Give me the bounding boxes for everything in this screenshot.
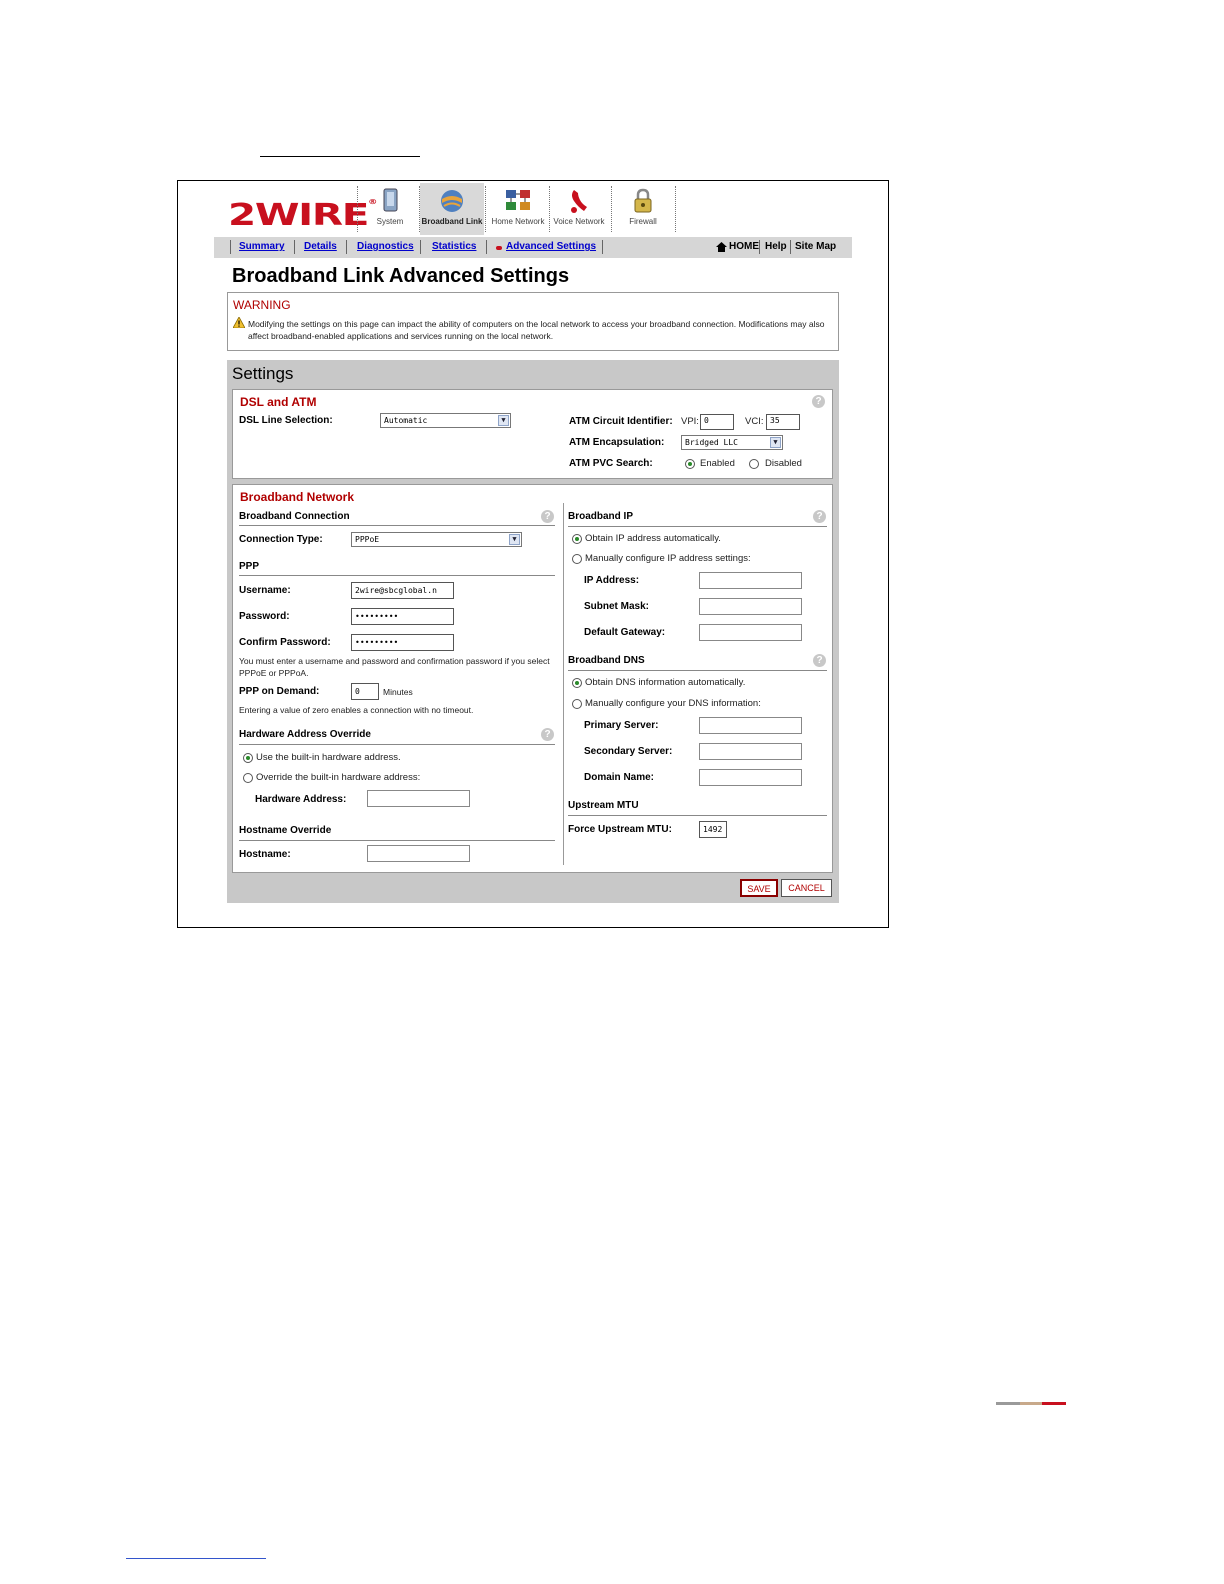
ppp-note: You must enter a username and password and confirmation password if you select PPPoE or PPPoA. <box>239 656 550 678</box>
subnet-mask-input[interactable] <box>699 598 802 615</box>
pvc-enabled-label: Enabled <box>700 458 735 469</box>
broadband-ip-heading: Broadband IP <box>568 511 634 522</box>
password-label: Password: <box>239 611 290 622</box>
chevron-down-icon: ▼ <box>509 534 520 545</box>
hw-override-radio[interactable] <box>243 773 253 783</box>
dsl-atm-title: DSL and ATM <box>240 395 317 409</box>
broadband-connection-heading: Broadband Connection <box>239 511 350 522</box>
bottom-right-accent <box>996 1402 1066 1405</box>
divider <box>239 525 555 526</box>
divider <box>568 815 827 816</box>
ppp-demand-note: Entering a value of zero enables a connection with no timeout. <box>239 705 474 715</box>
link-help[interactable]: Help <box>765 241 787 252</box>
link-advanced-settings[interactable]: Advanced Settings <box>506 241 597 252</box>
ip-auto-label: Obtain IP address automatically. <box>585 533 721 544</box>
pvc-enabled-radio[interactable] <box>685 459 695 469</box>
connection-type-label: Connection Type: <box>239 534 323 545</box>
settings-title: Settings <box>232 364 294 383</box>
confirm-password-label: Confirm Password: <box>239 637 331 648</box>
settings-panel <box>227 360 839 903</box>
system-icon <box>376 187 404 215</box>
ip-auto-radio[interactable] <box>572 534 582 544</box>
primary-server-input[interactable] <box>699 717 802 734</box>
ppp-on-demand-label: PPP on Demand: <box>239 686 320 697</box>
tab-firewall[interactable]: Firewall <box>611 183 675 235</box>
hardware-address-label: Hardware Address: <box>255 794 347 805</box>
divider <box>790 240 791 254</box>
top-rule <box>260 156 420 157</box>
username-label: Username: <box>239 585 291 596</box>
chevron-down-icon: ▼ <box>770 437 781 448</box>
divider <box>602 240 603 254</box>
ip-manual-label: Manually configure IP address settings: <box>585 553 751 564</box>
username-input[interactable]: 2wire@sbcglobal.n <box>351 582 454 599</box>
force-mtu-label: Force Upstream MTU: <box>568 824 672 835</box>
broadband-link-icon <box>438 187 466 215</box>
divider <box>346 240 347 254</box>
tab-home-network[interactable]: Home Network <box>486 183 550 235</box>
pvc-disabled-label: Disabled <box>765 458 802 469</box>
dsl-atm-panel <box>232 389 833 479</box>
save-button[interactable]: SAVE <box>740 879 778 897</box>
divider <box>759 240 760 254</box>
warning-title: WARNING <box>233 298 291 312</box>
ppp-on-demand-input[interactable]: 0 <box>351 683 379 700</box>
divider <box>239 840 555 841</box>
divider <box>568 670 827 671</box>
ip-manual-radio[interactable] <box>572 554 582 564</box>
hostname-override-heading: Hostname Override <box>239 825 332 836</box>
home-icon <box>716 242 727 252</box>
warning-text: Modifying the settings on this page can impact the ability of computers on the local network to access your broadband connection. Modifications may also affect broadband-enabled applications and services running on the local network. <box>248 319 825 341</box>
hardware-address-input[interactable] <box>367 790 470 807</box>
link-site-map[interactable]: Site Map <box>795 241 837 252</box>
connection-type-select[interactable]: PPPoE ▼ <box>351 532 522 547</box>
minutes-label: Minutes <box>383 687 413 697</box>
2wire-logo[interactable]: 2WIRE® <box>228 198 377 233</box>
default-gateway-input[interactable] <box>699 624 802 641</box>
pvc-disabled-radio[interactable] <box>749 459 759 469</box>
column-divider <box>563 503 564 865</box>
chevron-down-icon: ▼ <box>498 415 509 426</box>
force-mtu-input[interactable]: 1492 <box>699 821 727 838</box>
tab-voice-network[interactable]: Voice Network <box>547 183 611 235</box>
link-statistics[interactable]: Statistics <box>432 241 477 252</box>
vci-label: VCI: <box>745 416 764 427</box>
dns-manual-radio[interactable] <box>572 699 582 709</box>
page-title: Broadband Link Advanced Settings <box>232 265 570 287</box>
vpi-input[interactable]: 0 <box>700 414 734 430</box>
firewall-icon <box>629 187 657 215</box>
hw-override-heading: Hardware Address Override <box>239 729 371 740</box>
link-home[interactable]: HOME <box>729 241 759 252</box>
hostname-input[interactable] <box>367 845 470 862</box>
divider <box>568 526 827 527</box>
link-details[interactable]: Details <box>304 241 337 252</box>
atm-pvc-label: ATM PVC Search: <box>569 458 653 469</box>
bottom-left-rule <box>126 1558 266 1559</box>
help-icon[interactable]: ? <box>541 728 554 741</box>
subnet-mask-label: Subnet Mask: <box>584 601 650 612</box>
help-icon[interactable]: ? <box>812 395 825 408</box>
dsl-line-selection-select[interactable]: Automatic ▼ <box>380 413 511 428</box>
hw-builtin-label: Use the built-in hardware address. <box>256 752 401 763</box>
domain-name-input[interactable] <box>699 769 802 786</box>
tab-separator <box>675 186 676 232</box>
hw-builtin-radio[interactable] <box>243 753 253 763</box>
secondary-server-input[interactable] <box>699 743 802 760</box>
vpi-label: VPI: <box>681 416 699 427</box>
warning-icon <box>233 317 245 328</box>
dsl-line-selection-label: DSL Line Selection: <box>239 415 333 426</box>
sub-navigation <box>214 237 852 258</box>
atm-encapsulation-select[interactable]: Bridged LLC ▼ <box>681 435 783 450</box>
atm-encapsulation-label: ATM Encapsulation: <box>569 437 665 448</box>
divider <box>294 240 295 254</box>
divider <box>239 744 555 745</box>
secondary-server-label: Secondary Server: <box>584 746 673 757</box>
tab-broadband-link[interactable]: Broadband Link <box>420 183 484 235</box>
password-input[interactable]: ••••••••• <box>351 608 454 625</box>
divider <box>230 240 231 254</box>
dns-auto-label: Obtain DNS information automatically. <box>585 677 746 688</box>
confirm-password-input[interactable]: ••••••••• <box>351 634 454 651</box>
ip-address-label: IP Address: <box>584 575 640 586</box>
cancel-button[interactable]: CANCEL <box>781 879 832 897</box>
primary-server-label: Primary Server: <box>584 720 659 731</box>
hostname-label: Hostname: <box>239 849 291 860</box>
help-icon[interactable]: ? <box>813 510 826 523</box>
atm-circuit-label: ATM Circuit Identifier: <box>569 416 673 427</box>
link-diagnostics[interactable]: Diagnostics <box>357 241 414 252</box>
dns-manual-label: Manually configure your DNS information: <box>585 698 761 709</box>
dns-auto-radio[interactable] <box>572 678 582 688</box>
divider <box>239 575 555 576</box>
ip-address-input[interactable] <box>699 572 802 589</box>
divider <box>420 240 421 254</box>
divider <box>486 240 487 254</box>
broadband-network-panel <box>232 484 833 873</box>
warning-box <box>227 292 839 351</box>
vci-input[interactable]: 35 <box>766 414 800 430</box>
active-indicator-dot <box>496 246 502 250</box>
broadband-dns-heading: Broadband DNS <box>568 655 645 666</box>
link-summary[interactable]: Summary <box>239 241 285 252</box>
default-gateway-label: Default Gateway: <box>584 627 666 638</box>
hw-override-label: Override the built-in hardware address: <box>256 772 421 783</box>
help-icon[interactable]: ? <box>813 654 826 667</box>
ppp-heading: PPP <box>239 561 260 572</box>
voice-network-icon <box>565 187 593 215</box>
tab-system[interactable]: System <box>358 183 422 235</box>
home-network-icon <box>504 187 532 215</box>
domain-name-label: Domain Name: <box>584 772 655 783</box>
upstream-mtu-heading: Upstream MTU <box>568 800 639 811</box>
help-icon[interactable]: ? <box>541 510 554 523</box>
broadband-network-title: Broadband Network <box>240 490 355 504</box>
